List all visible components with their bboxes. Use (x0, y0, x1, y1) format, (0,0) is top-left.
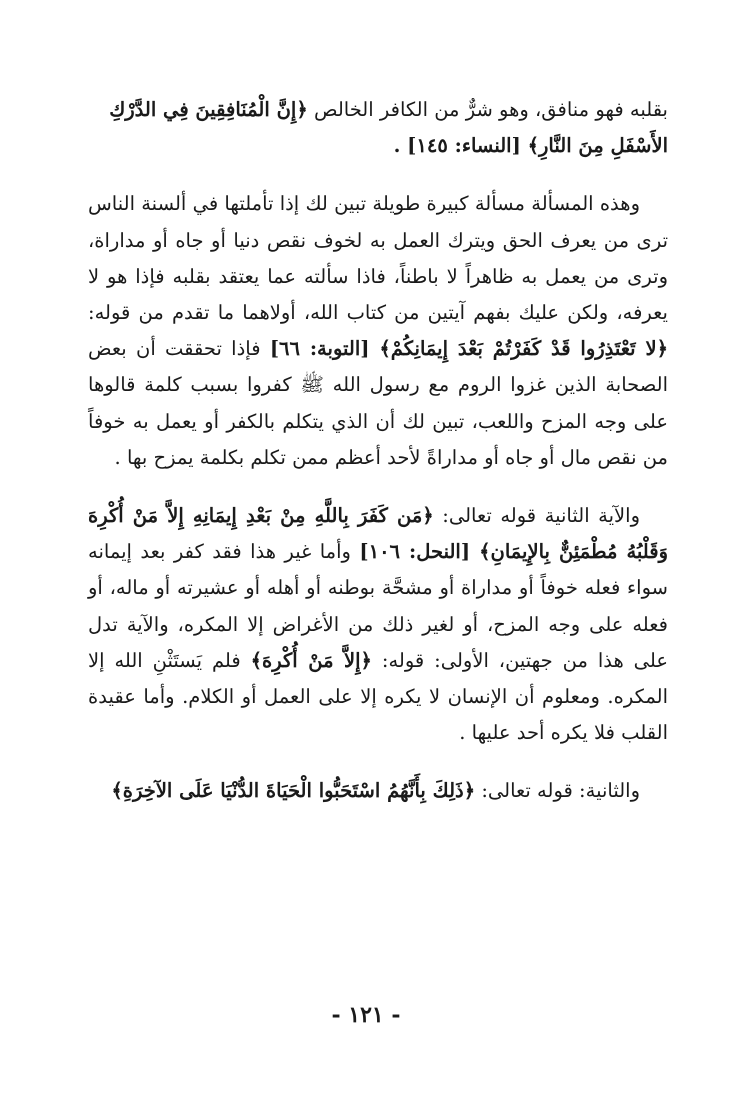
paragraph-2 (88, 186, 668, 476)
quran-verse: ﴿مَن كَفَرَ بِاللَّهِ مِنْ بَعْدِ إِيمَانِهِ إِلاَّ مَنْ أُكْرِهَ وَقَلْبُهُ مُطْمَئِنٌّ بِالإِيمَانِ﴾ (88, 504, 668, 564)
text-span: بقلبه فهو منافق، وهو شرٌّ من الكافر الخالص (307, 98, 668, 121)
paragraph-4 (88, 773, 668, 809)
quran-verse: ﴿ذَلِكَ بِأَنَّهُمُ اسْتَحَبُّوا الْحَيَاةَ الدُّنْيَا عَلَى الآخِرَةِ﴾ (111, 779, 476, 803)
page-number: - ١٢١ - (331, 1002, 401, 1028)
verse-reference: [النساء: ١٤٥] . (393, 134, 528, 158)
paragraph-1 (88, 92, 668, 164)
text-span: وأما غير هذا فقد كفر بعد إيمانه سواء فعله خوفاً أو مداراة أو مشحَّة بوطنه أو أهله أو عشيرته أو ماله، أو فعله على وجه المزح، أو لغير ذلك من الأغراض إلا المكره، والآية تدل على هذا من جهتين، الأولى: قوله: (88, 540, 669, 672)
verse-reference: [النحل: ١٠٦] (359, 540, 480, 564)
paragraph-3 (88, 498, 668, 751)
quran-verse: ﴿لا تَعْتَذِرُوا قَدْ كَفَرْتُمْ بَعْدَ إِيمَانِكُمْ﴾ (379, 337, 669, 361)
text-span: فلم يَستَثْنِ الله إلا المكره. ومعلوم أن الإنسان لا يكره إلا على العمل أو الكلام. وأما عقيدة القلب فلا يكره أحد عليها . (88, 648, 668, 745)
text-span: والآية الثانية قوله تعالى: (433, 504, 640, 528)
quran-verse: ﴿إِلاَّ مَنْ أُكْرِهَ﴾ (250, 648, 372, 672)
text-span: فإذا تحققت أن بعض الصحابة الذين غزوا الروم مع رسول الله ﷺ كفروا بسبب كلمة قالوها على وجه المزح واللعب، تبين لك أن الذي يتكلم بالكفر أو يعمل به خوفاً من نقص مال أو جاه أو مداراةً لأحد أعظم ممن تكلم بكلمة يمزح بها . (88, 337, 668, 469)
verse-reference: [التوبة: ٦٦] (269, 337, 380, 361)
text-span: والثانية: قوله تعالى: (475, 779, 640, 803)
text-span: وهذه المسألة مسألة كبيرة طويلة تبين لك إذا تأملتها في ألسنة الناس ترى من يعرف الحق ويترك العمل به لخوف نقص دنيا أو جاه أو مداراة، وترى من يعمل به ظاهراً لا باطناً، فاذا سألته عما يعتقد بقلبه فإذا هو لا يعرفه، ولكن عليك بفهم آيتين من كتاب الله، أولاهما ما تقدم من قوله: (88, 192, 668, 325)
page-body (88, 92, 668, 810)
quran-verse: ﴿إِنَّ الْمُنَافِقِينَ فِي الدَّرْكِ الأَسْفَلِ مِنَ النَّارِ﴾ (109, 98, 668, 158)
